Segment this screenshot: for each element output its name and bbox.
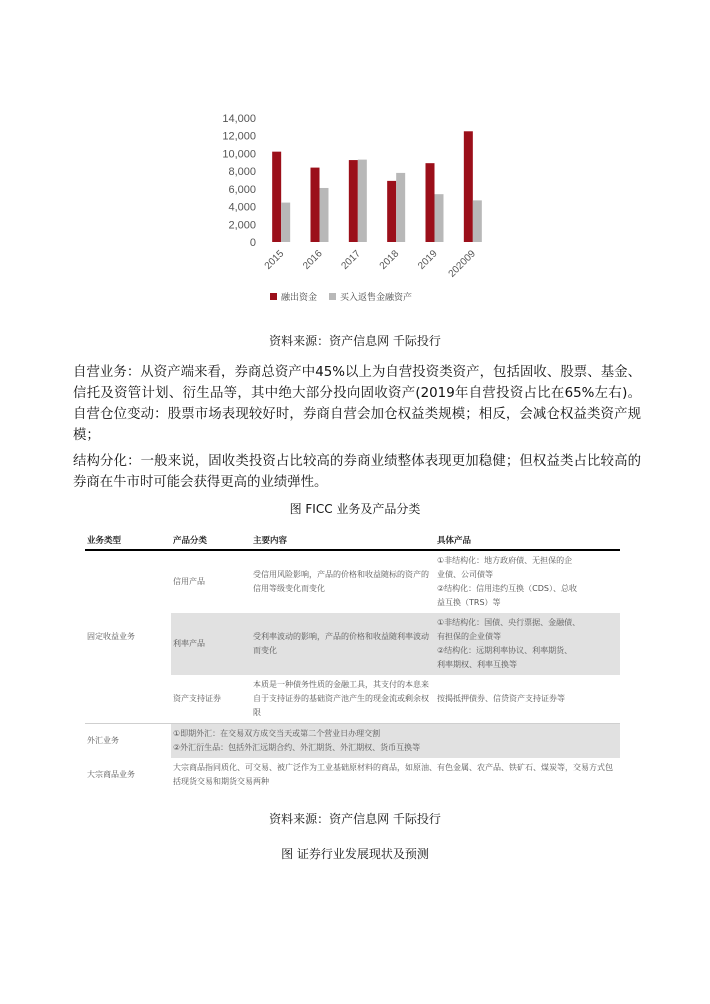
x-tick-label: 2016 [301, 248, 325, 272]
chart-svg [200, 100, 500, 320]
bar-reverse-repo [281, 203, 290, 242]
category-fixed-income: 固定收益业务 [87, 632, 135, 641]
bar-financing [464, 131, 473, 242]
table-row [85, 758, 620, 792]
legend-swatch [329, 293, 336, 300]
financing-bar-chart [200, 100, 500, 320]
x-tick-label: 2017 [339, 248, 363, 272]
x-tick-label: 2015 [262, 248, 287, 272]
sub-credit: 信用产品 [173, 577, 205, 586]
commodity-content: 大宗商品指同质化、可交易、被广泛作为工业基础原材料的商品，如原油、有色金属、农产品、铁矿石、煤炭等，交易方式包括现货交易和期货交易两种 [173, 763, 613, 786]
main-rate: 受利率波动的影响，产品的价格和收益随利率波动而变化 [253, 632, 429, 655]
detail-rate [435, 613, 620, 675]
category-commodity: 大宗商品业务 [87, 770, 135, 779]
x-tick-label: 202009 [446, 248, 478, 280]
table-row [85, 550, 620, 613]
figure-industry-title: 图 证券行业发展现状及预测 [281, 847, 429, 861]
bar-reverse-repo [358, 160, 367, 242]
legend-label: 买入返售金融资产 [340, 293, 413, 303]
header-business-type: 业务类型 [85, 531, 171, 550]
y-tick-label: 2,000 [228, 219, 256, 232]
bar-reverse-repo [473, 200, 482, 242]
detail-line: 利率期权、利率互换等 [437, 660, 517, 669]
detail-line: ②结构化：信用违约互换（CDS）、总收 [437, 584, 577, 593]
main-abs: 本质是一种债务性质的金融工具，其支付的本息来自于支持证券的基础资产池产生的现金流或剩余权限 [253, 680, 429, 717]
ficc-table [85, 531, 620, 792]
sub-rate: 利率产品 [173, 639, 205, 648]
chart-source-caption: 资料来源：资产信息网 千际投行 [269, 334, 441, 348]
bar-financing [387, 181, 396, 242]
legend-swatch [270, 293, 277, 300]
y-tick-label: 0 [249, 237, 256, 249]
y-tick-label: 4,000 [228, 201, 256, 214]
bar-reverse-repo [396, 173, 405, 242]
detail-line: ①非结构化：国债、央行票据、金融债、 [437, 618, 581, 627]
y-tick-label: 14,000 [222, 113, 256, 125]
x-tick-label: 2019 [416, 248, 440, 272]
figure-ficc-title: 图 FICC 业务及产品分类 [289, 502, 421, 516]
detail-credit [435, 550, 620, 613]
bar-reverse-repo [435, 194, 444, 242]
bar-financing [272, 152, 281, 242]
header-main-content: 主要内容 [251, 531, 435, 550]
x-tick-label: 2018 [377, 248, 402, 272]
category-fx: 外汇业务 [85, 724, 171, 759]
y-tick-label: 8,000 [228, 166, 256, 179]
legend-label: 融出资金 [281, 293, 318, 303]
detail-line: 业债、公司债等 [437, 570, 493, 579]
bar-financing [426, 163, 435, 242]
y-tick-label: 10,000 [222, 148, 256, 161]
table-source-caption: 资料来源：资产信息网 千际投行 [269, 812, 441, 826]
paragraph-proprietary-trading: 自营业务：从资产端来看，券商总资产中45%以上为自营投资类资产，包括固收、股票、基金、信托及资管计划、衍生品等，其中绝大部分投向固收资产(2019年自营投资占比在65%左右)。自营仓位变动：股票市场表现较好时，券商自营会加仓权益类规模；相反，会减仓权益类资产规模； [73, 365, 641, 443]
fx-line: ①即期外汇：在交易双方成交当天或第二个营业日办理交割 [173, 729, 381, 738]
paragraph-structure-divergence: 结构分化：一般来说，固收类投资占比较高的券商业绩整体表现更加稳健；但权益类占比较高的券商在牛市时可能会获得更高的业绩弹性。 [73, 454, 641, 490]
bar-financing [349, 160, 358, 242]
fx-content [171, 724, 620, 759]
y-tick-label: 6,000 [228, 183, 256, 196]
detail-line: 益互换（TRS）等 [437, 598, 501, 607]
table-row [85, 724, 620, 759]
detail-line: 有担保的企业债等 [437, 632, 501, 641]
header-specific-products: 具体产品 [435, 531, 620, 550]
header-product-category: 产品分类 [171, 531, 251, 550]
detail-abs: 按揭抵押债券、信贷资产支持证券等 [437, 694, 565, 703]
detail-line: ②结构化：远期利率协议、利率期货、 [437, 646, 573, 655]
bar-reverse-repo [320, 188, 329, 242]
sub-abs: 资产支持证券 [173, 694, 221, 703]
fx-line: ②外汇衍生品：包括外汇远期合约、外汇期货、外汇期权、货币互换等 [173, 743, 421, 752]
detail-line: ①非结构化：地方政府债、无担保的企 [437, 556, 573, 565]
bar-financing [311, 168, 320, 242]
main-credit: 受信用风险影响，产品的价格和收益随标的资产的信用等级变化而变化 [253, 570, 429, 593]
y-tick-label: 12,000 [222, 130, 256, 143]
